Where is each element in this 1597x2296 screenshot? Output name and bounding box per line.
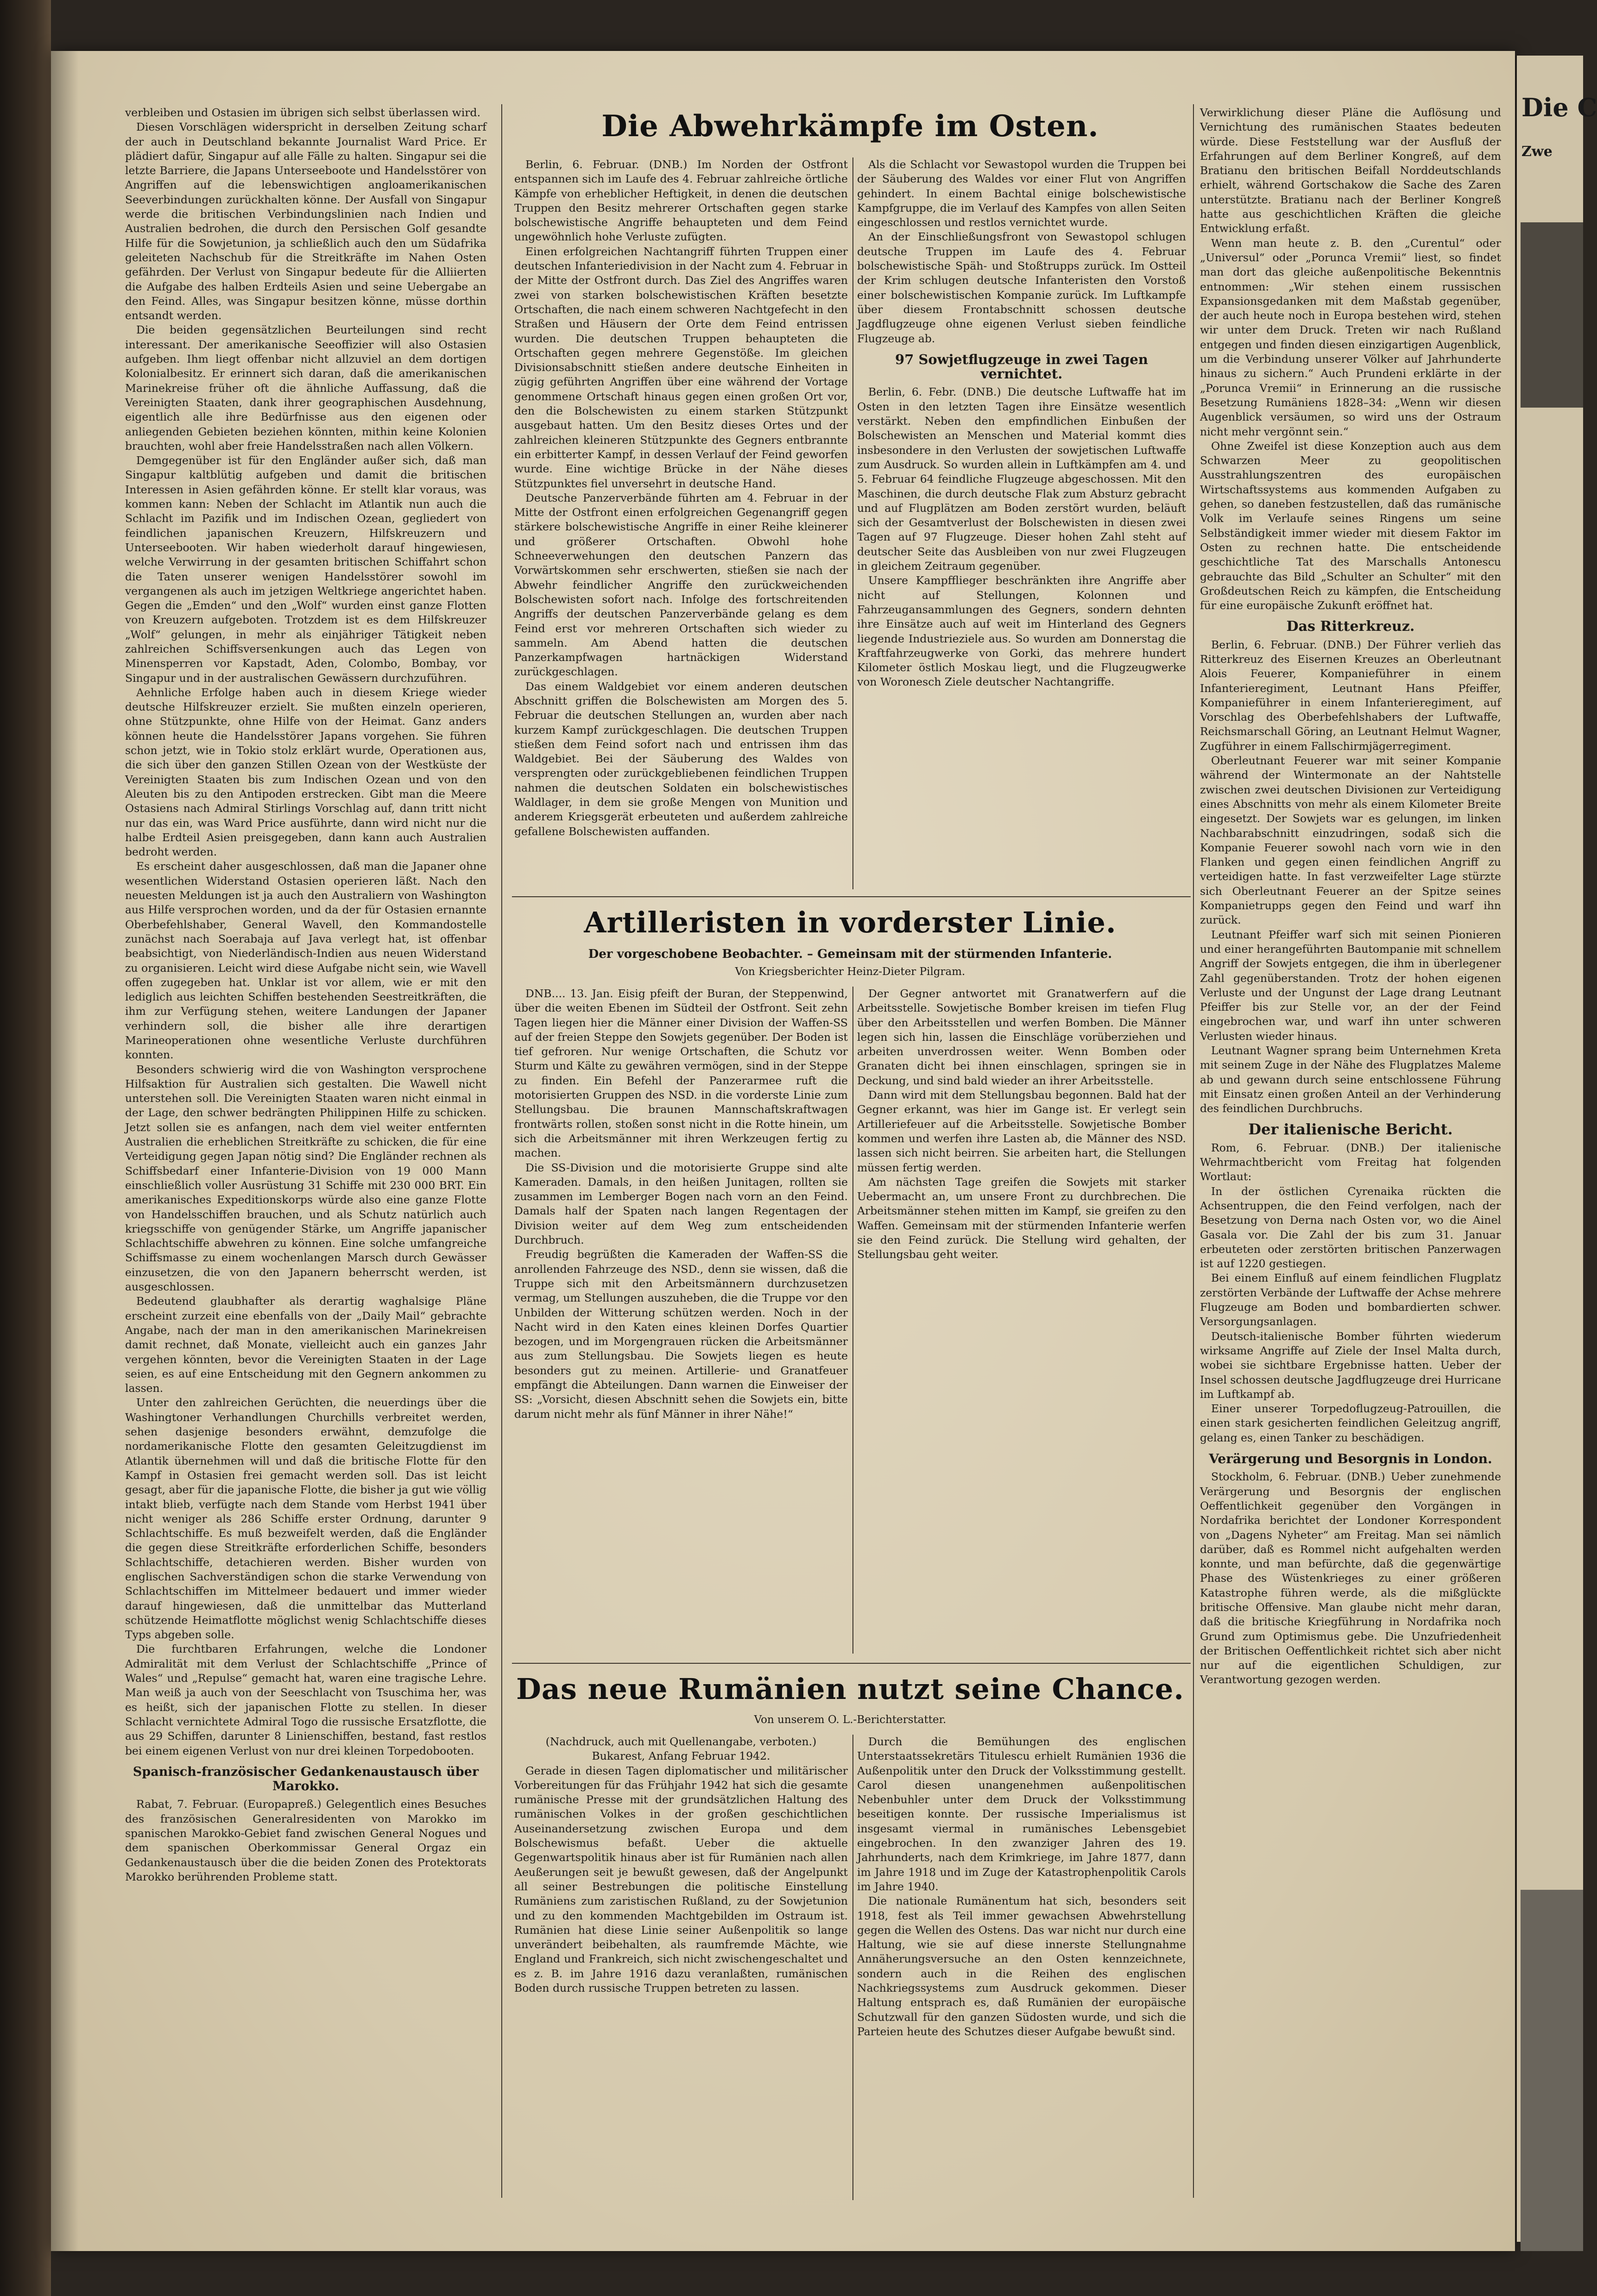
paragraph: Freudig begrüßten die Kameraden der Waffen-SS die anrollenden Fahrzeuge des NSD., denn sie wissen, daß die Truppe sich mit den Arbeitsmännern durchzusetzen vermag, um Stellungen auszuheben, die die Truppe vor den Unbilden der Witterung schützen werden. Noch in der Nacht wird in den Katen eines kleinen Dorfes Quartier bezogen, und im Morgengrauen rücken die Arbeitsmänner aus zum Stellungsbau. Die Sowjets liegen es heute besonders gut zu meinen. Artillerie- und Granatfeuer empfängt die Abteilungen. Dann warnen die Einweiser der SS: „Vorsicht, diesen Abschnitt sehen die Sowjets ein, bitte darum nicht mehr als fünf Männer in ihrer Nähe!“	[514, 1248, 848, 1421]
column-3-east	[857, 157, 1186, 889]
paragraph: Bedeutend glaubhafter als derartig waghalsige Pläne erscheint zurzeit eine ebenfalls von der „Daily Mail“ gebrachte Angabe, nach der man in den amerikanischen Marinekreisen damit rechnet, daß Monate, vielleicht auch ein ganzes Jahr vergehen könnten, bevor die Vereinigten Staaten in der Lage seien, es auf eine Entscheidung mit den Gegnern ankommen zu lassen.	[125, 1295, 486, 1395]
paragraph: Am nächsten Tage greifen die Sowjets mit starker Uebermacht an, um unsere Front zu durchbrechen. Die Arbeitsmänner stehen mitten im Kampf, sie greifen zu den Waffen. Gemeinsam mit der stürmenden Infanterie werfen sie den Feind zurück. Die Stellung wird gehalten, der Stellungsbau geht weiter.	[857, 1175, 1186, 1261]
paragraph: Das einem Waldgebiet vor einem anderen deutschen Abschnitt griffen die Bolschewisten am Morgen des 5. Februar die deutschen Stellungen an, wurden aber nach kurzem Kampf zurückgeschlagen. Die deutschen Truppen stießen dem Feind sofort nach und entrissen ihm das Waldgebiet. Bei der Säuberung des Waldes von versprengten oder zurückgebliebenen feindlichen Truppen nahmen die deutschen Soldaten ein bolschewistisches Waldlager, in dem sie große Mengen von Munition und anderem Kriegsgerät erbeuteten und außerdem zahlreiche gefallene Bolschewisten auffanden.	[514, 679, 848, 838]
paragraph: Aehnliche Erfolge haben auch in diesem Kriege wieder deutsche Hilfskreuzer erzielt. Sie mußten einzeln operieren, ohne Stützpunkte, ohne Hilfe von der Heimat. Ganz anders können heute die Handelsstörer Japans vorgehen. Sie führen schon jetzt, wie in Tokio stolz erklärt wurde, Operationen aus, die sich über den ganzen Stillen Ozean von der Westküste der Vereinigten Staaten bis zum Indischen Ozean und von den Aleuten bis zu den Antipoden erstrecken. Gibt man die Meere Ostasiens nach Admiral Stirlings Vorschlag auf, dann tritt nicht nur das ein, was Ward Price ausführte, dann wird nicht nur die halbe Erdteil Asien preisgegeben, dann kann auch Australien bedroht werden.	[125, 686, 486, 859]
paragraph: Unsere Kampfflieger beschränkten ihre Angriffe aber nicht auf Stellungen, Kolonnen und Fahrzeugansammlungen des Gegners, sondern dehnten ihre Einsätze auch auf weit im Hinterland des Gegners liegende Industrieziele aus. So wurden am Donnerstag die Kraftfahrzeugwerke von Gorki, das mehrere hundert Kilometer östlich Moskau liegt, und die Flugzeugwerke von Woronesch Ziele deutscher Nachtangriffe.	[857, 574, 1186, 689]
artillery-column-left	[514, 987, 848, 1654]
adjacent-photo	[1521, 222, 1583, 408]
romania-byline: Von unserem O. L.-Berichterstatter.	[754, 1714, 947, 1726]
paragraph: Deutsche Panzerverbände führten am 4. Februar in der Mitte der Ostfront einen erfolgreichen Gegenangriff gegen stärkere bolschewistische Angriffe in einer Reihe kleinerer und größerer Ortschaften. Obwohl hohe Schneeverwehungen den deutschen Panzern das Vorwärtskommen sehr erschwerten, stießen sie nach der Abwehr feindlicher Angriffe den zurückweichenden Bolschewisten sofort nach. Infolge des fortschreitenden Angriffs der deutschen Panzerverbände gelang es dem Feind erst vor mehreren Ortschaften sich wieder zu sammeln. Am Abend hatten die deutschen Panzerkampfwagen hartnäckigen Widerstand zurückgeschlagen.	[514, 491, 848, 679]
paragraph: Einer unserer Torpedoflugzeug-Patrouillen, die einen stark gesicherten feindlichen Geleitzug angriff, gelang es, einen Tanker zu beschädigen.	[1200, 1402, 1501, 1444]
paragraph: Besonders schwierig wird die von Washington versprochene Hilfsaktion für Australien sich gestalten. Die Wawell nicht unterstehen soll. Die Vereinigten Staaten waren nicht einmal in der Lage, den schwer bedrängten Philippinen Hilfe zu schicken. Jetzt sollen sie es anfangen, nach dem viel weiter entfernten Australien die erheblichen Streitkräfte zu schicken, die für eine Verteidigung gegen Japan nötig sind? Die Engländer rechnen als Schiffsbedarf einer Infanterie-Division von 19 000 Mann einschließlich voller Ausrüstung 31 Schiffe mit 230 000 BRT. Ein amerikanisches Expeditionskorps würde also eine ganze Flotte von Handelsschiffen brauchen, und als Schutz natürlich auch kriegsschiffe von genügender Stärke, um Angriffe japanischer Schlachtschiffe abwehren zu können. Eine solche umfangreiche Schiffsmasse zu einem wochenlangen Marsch durch Gewässer einzusetzen, die von den Japanern beherrscht werden, ist ausgeschlossen.	[125, 1063, 486, 1294]
artillery-byline: Von Kriegsberichter Heinz-Dieter Pilgram.	[735, 966, 966, 978]
paragraph: Verwirklichung dieser Pläne die Auflösung und Vernichtung des rumänischen Staates bedeuten würde. Diese Feststellung war der Ausfluß der Erfahrungen auf dem Berliner Kongreß, auf dem Bratianu den britischen Beifall Norddeutschlands erhielt, während Gortschakow die Sache des Zaren unterstützte. Bratianu nach der Berliner Kongreß hatte aus geschichtlichen Kräften die gleiche Entwicklung erfaßt.	[1200, 106, 1501, 235]
romania-column-left	[514, 1735, 848, 2200]
paragraph: Diesen Vorschlägen widerspricht in derselben Zeitung scharf der auch in Deutschland bekannte Journalist Ward Price. Er plädiert dafür, Singapur auf alle Fälle zu halten. Singapur sei die letzte Barriere, die Japans Unterseeboote und Handelsstörer von Angriffen auf die lebenswichtigen angloamerikanischen Seeverbindungen zurückhalten könne. Der Ausfall von Singapur werde die britischen Verbindungslinien nach Indien und Australien bedrohen, die durch den Persischen Golf gesandte Hilfe für die Sowjetunion, ja schließlich auch den um Südafrika geleiteten Nachschub für die Streitkräfte im Nahen Osten gefährden. Der Verlust von Singapur bedeute für die Alliierten die Aufgabe des halben Erdteils Asien und seine Uebergabe an den Feind. Alles, was Singapur besitzen könne, müsse dorthin entsandt werden.	[125, 120, 486, 322]
paragraph: Leutnant Pfeiffer warf sich mit seinen Pionieren und einer herangeführten Bautompanie mit schnellem Angriff der Sowjets entgegen, die ihm in überlegener Zahl gegenüberstanden. Trotz der hohen eigenen Verluste und der Ungunst der Lage drang Leutnant Pfeiffer bis zur Stelle vor, an der der Feind eingebrochen war, und warf ihn unter schweren Verlusten wieder hinaus.	[1200, 928, 1501, 1043]
adjacent-photo	[1521, 1890, 1583, 2251]
romania-column-right	[857, 1735, 1186, 2200]
headline-artillery: Artilleristen in vorderster Linie.	[584, 906, 1117, 939]
column-rule	[501, 104, 502, 2198]
book-binding	[0, 0, 51, 2296]
column-rule	[852, 987, 853, 1654]
paragraph: Berlin, 6. Febr. (DNB.) Die deutsche Luftwaffe hat im Osten in den letzten Tagen ihre Einsätze wesentlich verstärkt. Neben den empfindlichen Einbußen der Bolschewisten an Menschen und Material kommt dies insbesondere in den Verlusten der sowjetischen Luftwaffe zum Ausdruck. So wurden allein in Luftkämpfen am 4. und 5. Februar 64 feindliche Flugzeuge abgeschossen. Mit den Maschinen, die durch deutsche Flak zum Absturz gebracht und auf Flugplätzen am Boden zerstört wurden, beläuft sich der Gesamtverlust der Bolschewisten in diesen zwei Tagen auf 97 Flugzeuge. Dieser hohen Zahl steht auf deutscher Seite das Ausbleiben von nur zwei Flugzeugen in gleichem Zeitraum gegenüber.	[857, 385, 1186, 573]
adjacent-page-fragment	[1515, 56, 1597, 2242]
column-4	[1200, 106, 1501, 2199]
paragraph: Die furchtbaren Erfahrungen, welche die Londoner Admiralität mit dem Verlust der Schlachtschiffe „Prince of Wales“ und „Repulse“ gemacht hat, waren eine tragische Lehre. Man weiß ja auch von der Seeschlacht von Tsuschima her, was es heißt, sich der japanischen Flotte zu stellen. In dieser Schlacht vernichtete Admiral Togo die russische Ersatzflotte, die aus 29 Schiffen, darunter 8 Linienschiffen, bestand, fast restlos bei einem eigenen Verlust von nur drei kleinen Torpedobooten.	[125, 1642, 486, 1757]
paragraph: In der östlichen Cyrenaika rückten die Achsentruppen, die den Feind verfolgen, nach der Besetzung von Derna nach Osten vor, wo die Ainel Gasala vor. Die Zahl der bis zum 31. Januar erbeuteten oder zerstörten britischen Panzerwagen ist auf 1220 gestiegen.	[1200, 1184, 1501, 1271]
paragraph: Die nationale Rumänentum hat sich, besonders seit 1918, fest als Teil immer gewachsen Abwehrstellung gegen die Wellen des Ostens. Das war nicht nur durch eine Haltung, wie sie auf diese innerste Stellungnahme Annäherungsversuche an den Osten kennzeichnete, sondern auch in die Reihen des englischen Nachkriegssystems zum Ausdruck gekommen. Dieser Haltung entsprach es, daß Rumänien der europäische Schutzwall für den ganzen Südosten wurde, und sich die Parteien heute des Schutzes dieser Aufgabe bewußt sind.	[857, 1894, 1186, 2038]
paragraph: Berlin, 6. Februar. (DNB.) Im Norden der Ostfront entspannen sich im Laufe des 4. Februar zahlreiche örtliche Kämpfe von erheblicher Heftigkeit, in denen die deutschen Truppen den Besitz mehrerer Ortschaften gegen starke bolschewistische Angriffe behaupteten und dem Feind ungewöhnlich hohe Verluste zufügten.	[514, 158, 848, 244]
london-headline: Verärgerung und Besorgnis in London.	[1209, 1451, 1492, 1467]
paragraph: Berlin, 6. Februar. (DNB.) Der Führer verlieh das Ritterkreuz des Eisernen Kreuzes an Oberleutnant Alois Feuerer, Kompanieführer in einem Infanterieregiment, Leutnant Hans Pfeiffer, Kompanieführer in einem Infanterieregiment, auf Vorschlag des Oberbefehlshabers der Luftwaffe, Reichsmarschall Göring, an Leutnant Helmut Wagner, Zugführer in einem Fallschirmjägerregiment.	[1200, 638, 1501, 753]
paragraph: Es erscheint daher ausgeschlossen, daß man die Japaner ohne wesentlichen Widerstand Ostasien operieren läßt. Nach den neuesten Meldungen ist ja auch den Australiern von Washington aus Hilfe versprochen worden, und da der für Ostasien ernannte Oberbefehlshaber, General Wavell, den Kommandostelle zunächst nach Soerabaja auf Java verlegt hat, ist offenbar beabsichtigt, von Niederländisch-Indien aus neuen Widerstand zu organisieren. Leicht wird diese Aufgabe nicht sein, wie Wavell offen zugegeben hat. Unklar ist vor allem, wie er mit den lediglich aus leichten Schiffen bestehenden Seestreitkräften, die ihm zur Verfügung stehen, weitere Landungen der Japaner verhindern soll, die bisher alle ihre derartigen Marineoperationen ohne wesentliche Verluste durchführen konnten.	[125, 860, 486, 1062]
column-2-east	[514, 157, 848, 889]
ritterkreuz-headline: Das Ritterkreuz.	[1286, 618, 1415, 635]
column-rule	[852, 157, 853, 889]
italian-headline: Der italienische Bericht.	[1248, 1120, 1453, 1139]
artillery-subtitle: Der vorgeschobene Beobachter. – Gemeinsam mit der stürmenden Infanterie.	[588, 947, 1112, 961]
paragraph: (Nachdruck, auch mit Quellenangabe, verboten.)	[545, 1735, 817, 1748]
paragraph: Dann wird mit dem Stellungsbau begonnen. Bald hat der Gegner erkannt, was hier im Gange ist. Er verlegt sein Artilleriefeuer auf die Arbeitsstelle. Sowjetische Bomber kommen und werfen ihre Lasten ab, die Männer des NSD. lassen sich nicht beirren. Sie arbeiten hart, die Stellungen müssen fertig werden.	[857, 1088, 1186, 1174]
paragraph: Als die Schlacht vor Sewastopol wurden die Truppen bei der Säuberung des Waldes vor einer Flut von Angriffen gehindert. In einem Bachtal einige bolschewistische Kampfgruppe, die im Verlauf des Kampfes von allen Seiten eingeschlossen und restlos vernichtet wurde.	[857, 158, 1186, 229]
column-1	[125, 106, 486, 2199]
morocco-headline: Spanisch-französischer Gedankenaustausch über Marokko.	[133, 1764, 479, 1794]
paragraph: Der Gegner antwortet mit Granatwerfern auf die Arbeitsstelle. Sowjetische Bomber kreisen im tiefen Flug über den Arbeitsstellen und werfen Bomben. Die Männer legen sich hin, lassen die Einschläge vorüberziehen und arbeiten unverdrossen weiter. Wenn Bomben oder Granaten dicht bei ihnen einschlagen, springen sie in Deckung, und sind bald wieder an ihrer Arbeitsstelle.	[857, 987, 1186, 1087]
paragraph: Einen erfolgreichen Nachtangriff führten Truppen einer deutschen Infanteriedivision in der Nacht zum 4. Februar in der Mitte der Ostfront durch. Das Ziel des Angriffes waren zwei von starken bolschewistischen Kräften besetzte Ortschaften, die nach einem schweren Nachtgefecht in den Straßen und Häusern der Orte dem Feind entrissen wurden. Die deutschen Truppen behaupteten die Ortschaften gegen mehrere Gegenstöße. Im gleichen Divisionsabschnitt stießen andere deutsche Einheiten in zügig geführten Angriffen über eine während der Vortage genommene Ortschaft hinaus gegen einen großen Ort vor, den die Bolschewisten zu einem starken Stützpunkt ausgebaut hatten. Um den Besitz dieses Ortes und der zahlreichen kleineren Stützpunkte des Gegners entbrannte ein erbitterter Kampf, in dessen Verlauf der Feind geworfen wurde. Eine wichtige Brücke in der Nähe dieses Stützpunktes fiel unversehrt in deutsche Hand.	[514, 245, 848, 490]
paragraph: Rom, 6. Februar. (DNB.) Der italienische Wehrmachtbericht vom Freitag hat folgenden Wortlaut:	[1200, 1141, 1501, 1183]
adjacent-subheadline-fragment: Zwe	[1521, 144, 1553, 160]
artillery-column-right	[857, 987, 1186, 1654]
paragraph: DNB.... 13. Jan. Eisig pfeift der Buran, der Steppenwind, über die weiten Ebenen im Südteil der Ostfront. Seit zehn Tagen liegen hier die Männer einer Division der Waffen-SS auf der freien Steppe den Sowjets gegenüber. Der Boden ist tief gefroren. Nur wenige Ortschaften, die Schutz vor Sturm und Kälte zu gewähren vermögen, sind in der Steppe zu finden. Ein Befehl der Panzerarmee ruft die motorisierten Gruppen des NSD. in die vorderste Linie zum Stellungsbau. Die braunen Mannschaftskraftwagen frontwärts rollen, stoßen sonst nicht in die Rotte hinein, um sich die Arbeitsmänner mit ihren Werkzeugen fertig zu machen.	[514, 987, 848, 1160]
paragraph: Rabat, 7. Februar. (Europapreß.) Gelegentlich eines Besuches des französischen Generalresidenten von Marokko im spanischen Marokko-Gebiet fand zwischen General Nogues und dem spanischen Oberkommissar General Orgaz ein Gedankenaustausch über die die beiden Zonen des Protektorats Marokko berührenden Probleme statt.	[125, 1798, 486, 1883]
paragraph: Bukarest, Anfang Februar 1942.	[592, 1749, 770, 1763]
paragraph: Wenn man heute z. B. den „Curentul“ oder „Universul“ oder „Porunca Vremii“ liest, so findet man dort das gleiche außenpolitische Bekenntnis entnommen: „Wir stehen einem russischen Expansionsgedanken mit dem Maßstab gegenüber, der auch heute noch in Europa bestehen wird, stehen wir unter dem Druck. Treten wir nach Rußland entgegen und finden diesen einzigartigen Augenblick, um die Verbindung unserer Völker auf Jahrhunderte hinaus zu sichern.“ Auch Prundeni erklärte in der „Porunca Vremii“ in Erinnerung an die russische Besetzung Rumäniens 1828–34: „Wenn wir diesen Augenblick versäumen, so wird uns der Ostraum nicht mehr vergönnt sein.“	[1200, 236, 1501, 438]
paragraph: Leutnant Wagner sprang beim Unternehmen Kreta mit seinem Zuge in der Nähe des Flugplatzes Maleme ab und gewann durch seine entschlossene Führung mit Einsatz einen großen Anteil an der Verhinderung des feindlichen Durchbruchs.	[1200, 1044, 1501, 1115]
headline-romania: Das neue Rumänien nutzt seine Chance.	[516, 1672, 1184, 1706]
adjacent-headline-fragment: Die C	[1521, 93, 1597, 122]
column-rule	[1193, 104, 1194, 2198]
paragraph: An der Einschließungsfront von Sewastopol schlugen deutsche Truppen im Laufe des 4. Februar bolschewistische Späh- und Stoßtrupps zurück. Im Ostteil der Krim schlugen deutsche Infanteristen den Vorstoß einer bolschewistischen Kompanie zurück. Im Luftkampfe über diesem Frontabschnitt schossen deutsche Jagdflugzeuge ohne eigenen Verlust sieben feindliche Flugzeuge ab.	[857, 230, 1186, 345]
paragraph: Deutsch-italienische Bomber führten wiederum wirksame Angriffe auf Ziele der Insel Malta durch, wobei sie sichtbare Ergebnisse hatten. Ueber der Insel schossen deutsche Jagdflugzeuge drei Hurricane im Luftkampf ab.	[1200, 1329, 1501, 1401]
paragraph: Ohne Zweifel ist diese Konzeption auch aus dem Schwarzen Meer zu geopolitischen Ausstrahlungszentren des europäischen Wirtschaftssystems aus kommenden Aufgaben zu gehen, so daneben festzustellen, daß das rumänische Volk im Verlaufe seines Ringens um seine Selbständigkeit immer wieder mit diesem Faktor im Osten zu rechnen hatte. Die entscheidende geschichtliche Tat des Marschalls Antonescu gebrauchte das Bild „Schulter an Schulter“ mit den Großdeutschen Reich zu kämpfen, die Entscheidung für eine europäische Zukunft eröffnet hat.	[1200, 439, 1501, 612]
paragraph: Stockholm, 6. Februar. (DNB.) Ueber zunehmende Verärgerung und Besorgnis der englischen Oeffentlichkeit gegenüber den Vorgängen in Nordafrika berichtet der Londoner Korrespondent von „Dagens Nyheter“ am Freitag. Man sei nämlich darüber, daß es Rommel nicht aufgehalten werden konnte, und man befürchte, daß die gegenwärtige Phase des Wüstenkrieges zu einer größeren Katastrophe führen werde, als die mißglückte britische Offensive. Man glaube nicht mehr daran, daß die britische Kriegführung in Nordafrika noch Grund zum Optimismus gebe. Die Unzufriedenheit der Britischen Oeffentlichkeit richtet sich aber nicht nur auf die eigentlichen Schuldigen, zur Verantwortung gezogen werden.	[1200, 1470, 1501, 1686]
paragraph: verbleiben und Ostasien im übrigen sich selbst überlassen wird.	[125, 106, 481, 119]
paragraph: Oberleutnant Feuerer war mit seiner Kompanie während der Wintermonate an der Nahtstelle zwischen zwei deutschen Divisionen zur Verteidigung eines Abschnitts von mehr als einem Kilometer Breite eingesetzt. Der Sowjets war es gelungen, im linken Nachbarabschnitt einzudringen, sodaß sich die Kompanie Feuerer sowohl nach vorn wie in den Flanken und gegen einen feindlichen Angriff zu verteidigen hatte. In fast verzweifelter Lage stürzte sich Oberleutnant Feuerer an der Spitze seines Kompanietrupps gegen den Feind und warf ihn zurück.	[1200, 754, 1501, 927]
paragraph: Gerade in diesen Tagen diplomatischer und militärischer Vorbereitungen für das Frühjahr 1942 hat sich die gesamte rumänische Presse mit der grundsätzlichen Haltung des rumänischen Volkes in der großen geschichtlichen Auseinandersetzung zwischen Europa und dem Bolschewismus befaßt. Ueber die aktuelle Gegenwartspolitik hinaus aber ist für Rumänien nach allen Aeußerungen seit je bewußt gewesen, daß der Angelpunkt all seiner Bestrebungen die politische Einstellung Rumäniens zum zaristischen Rußland, zu der Sowjetunion und zu den kommenden Machtgebilden im Ostraum ist. Rumänien hat diese Linie seiner Außenpolitik so lange unverändert beibehalten, als raumfremde Mächte, wie England und Frankreich, sich nicht zwischengeschaltet und es z. B. im Jahre 1916 dazu veranlaßten, rumänischen Boden durch russische Truppen betreten zu lassen.	[514, 1764, 848, 1995]
section-rule	[512, 896, 1191, 897]
headline-eastern-front: Die Abwehrkämpfe im Osten.	[601, 109, 1099, 144]
paragraph: Die SS-Division und die motorisierte Gruppe sind alte Kameraden. Damals, in den heißen Junitagen, rollten sie zusammen im Lemberger Bogen nach vorn an den Feind. Damals half der Spaten nach langen Regentagen der Division weiter auf dem Weg zum entscheidenden Durchbruch.	[514, 1161, 848, 1247]
paragraph: Unter den zahlreichen Gerüchten, die neuerdings über die Washingtoner Verhandlungen Churchills verbreitet werden, sehen dasjenige besonders erwähnt, demzufolge die nordamerikanische Flotte den gesamten Geleitzugdienst im Atlantik übernehmen will und daß die britische Flotte für den Kampf in Ostasien frei gemacht werden soll. Das ist leicht gesagt, aber für die japanische Flotte, die bisher ja gut wie völlig intakt blieb, verfügte nach dem Stande vom Herbst 1941 über nicht weniger als 286 Schiffe erster Ordnung, darunter 9 Schlachtschiffe. Es muß bezweifelt werden, daß die Engländer die gegen diese Streitkräfte erforderlichen Schiffe, besonders Schlachtschiffe, detachieren werden. Bisher wurden von englischen Sachverständigen schon die starke Verwendung von Schlachtschiffen im Mittelmeer bedauert und immer wieder darauf hingewiesen, daß die unmittelbar das Mutterland schützende Heimatflotte möglichst wenig Schlachtschiffe dieses Typs abgeben solle.	[125, 1396, 486, 1642]
column-rule	[852, 1735, 853, 2200]
aircraft-headline: 97 Sowjetflugzeuge in zwei Tagen vernichtet.	[895, 351, 1148, 382]
paragraph: Durch die Bemühungen des englischen Unterstaatssekretärs Titulescu erhielt Rumänien 1936 die Außenpolitik unter den Druck der Volksstimmung gestellt. Carol diesen unangenehmen außenpolitischen Nebenbuhler unter dem Druck der Volksstimmung beseitigen konnte. Der russische Imperialismus ist insgesamt viermal in rumänisches Lebensgebiet eingebrochen. In den zwanziger Jahren des 19. Jahrhunderts, nach dem Krimkriege, im Jahre 1877, dann im Jahre 1918 und im Zuge der Katastrophenpolitik Carols im Jahre 1940.	[857, 1735, 1186, 1893]
paragraph: Bei einem Einfluß auf einem feindlichen Flugplatz zerstörten Verbände der Luftwaffe der Achse mehrere Flugzeuge am Boden und bombardierten schwer. Versorgungsanlagen.	[1200, 1271, 1501, 1328]
spine-shadow	[51, 51, 79, 2251]
paragraph: Die beiden gegensätzlichen Beurteilungen sind recht interessant. Der amerikanische Seeoffizier will also Ostasien aufgeben. Ihm liegt offenbar nicht allzuviel an dem dortigen Kolonialbesitz. Er erinnert sich daran, daß die amerikanischen Marinekreise früher oft die ähnliche Auffassung, daß die Vereinigten Staaten, dank ihrer geographischen Ausdehnung, eigentlich alle ihre Bedürfnisse aus den eigenen oder anliegenden Gebieten beziehen könnten, mithin keine Kolonien brauchten, wohl aber freie Handelsstraßen nach allen Völkern.	[125, 323, 486, 453]
paragraph: Demgegenüber ist für den Engländer außer sich, daß man Singapur kaltblütig aufgeben und damit die britischen Interessen in Asien gefährden könne. Er stellt klar voraus, was kommen kann: Neben der Schlacht im Atlantik nun auch die Schlacht im Pazifik und im Indischen Ozean, gegliedert von feindlichen japanischen Kreuzern, Hilfskreuzern und Unterseebooten. Wir haben wiederholt darauf hingewiesen, welche Verwirrung in der gesamten britischen Schiffahrt schon die Taten unserer wenigen Handelsstörer sowohl im vergangenen als auch im jetzigen Weltkriege angerichtet haben. Gegen die „Emden“ und den „Wolf“ wurden einst ganze Flotten von Kreuzern aufgeboten. Trotzdem ist es dem Hilfskreuzer „Wolf“ gelungen, in mehr als einjähriger Tätigkeit neben zahlreichen Schiffsversenkungen auch das Legen von Minensperren vor Kapstadt, Aden, Colombo, Bombay, vor Singapur und in der australischen Gewässern durchzuführen.	[125, 454, 486, 685]
section-rule	[512, 1663, 1191, 1664]
